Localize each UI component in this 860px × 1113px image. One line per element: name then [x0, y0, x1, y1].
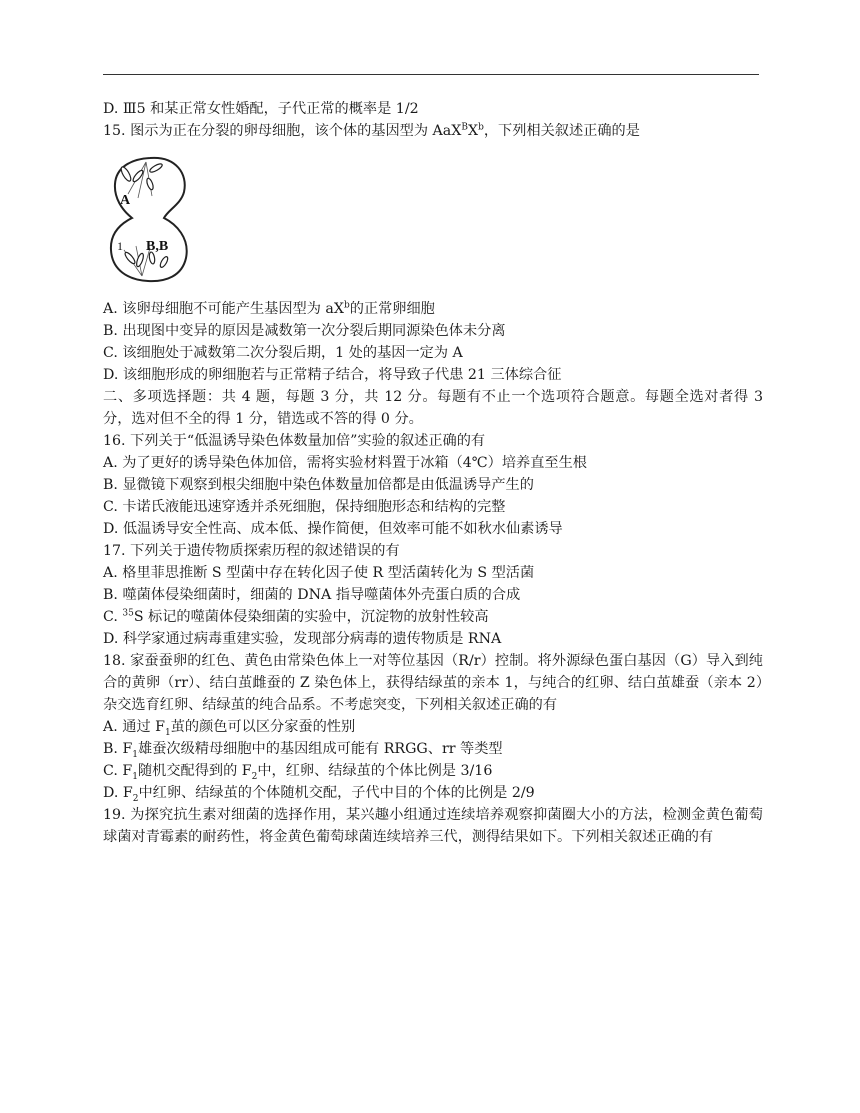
- q16-option-d: D. 低温诱导安全性高、成本低、操作简便，但效率可能不如秋水仙素诱导: [103, 521, 563, 537]
- q18-option-d: D. $F_2$中红卵、结绿茧的个体随机交配，子代中目的个体的比例是 2/9: [103, 785, 535, 804]
- section2-heading: 二、多项选择题：共 4 题，每题 3 分，共 12 分。每题有不止一个选项符合题意。每题全选对者得 3 分，选对但不全的得 1 分，错选或不答的得 0 分。: [103, 389, 763, 427]
- q17-option-a: A. 格里菲思推断 S 型菌中存在转化因子使 R 型活菌转化为 S 型活菌: [103, 565, 535, 581]
- q16-option-a: A. 为了更好的诱导染色体加倍，需将实验材料置于冰箱（4℃）培养直至生根: [103, 455, 587, 471]
- header-rule: [103, 74, 759, 75]
- upper-chromosomes: [119, 162, 163, 190]
- q18-option-c: C. $F_1$随机交配得到的 $F_2$中，红卵、结绿茧的个体比例是 3/16: [103, 763, 493, 782]
- q17-option-d: D. 科学家通过病毒重建实验，发现部分病毒的遗传物质是 RNA: [103, 631, 502, 647]
- gene-label-bb: B,B: [146, 239, 169, 254]
- q19-stem: 19. 为探究抗生素对细菌的选择作用，某兴趣小组通过连续培养观察抑菌圈大小的方法，检测金黄色葡萄球菌对青霉素的耐药性，将金黄色葡萄球菌连续培养三代，测得结果如下。下列相关叙述正确的有: [103, 807, 763, 845]
- q18-option-b: B. $F_1$雄蚕次级精母细胞中的基因组成可能有 RRGG、rr 等类型: [103, 741, 503, 760]
- q16-option-c: C. 卡诺氏液能迅速穿透并杀死细胞，保持细胞形态和结构的完整: [103, 499, 506, 515]
- q18-stem: 18. 家蚕蚕卵的红色、黄色由常染色体上一对等位基因（R/r）控制。将外源绿色蛋白基因（G）导入到纯合的黄卵（rr）、结白茧雌蚕的 Z 染色体上，获得结绿茧的亲本 1，与纯合的红卵、结白茧雄蚕（亲本 2）杂交选育红卵、结绿茧的纯合品系。不考虑突变，下列相关叙述正确的有: [103, 653, 763, 713]
- q16-option-b: B. 显微镜下观察到根尖细胞中染色体数量加倍都是由低温诱导产生的: [103, 477, 534, 493]
- q15-option-a: A. 该卵母细胞不可能产生基因型为 $aX^b$的正常卵细胞: [103, 300, 435, 317]
- q17-option-c: C. $^{35}$S 标记的噬菌体侵染细菌的实验中，沉淀物的放射性较高: [103, 608, 489, 625]
- q15-option-c: C. 该细胞处于减数第二次分裂后期，1 处的基因一定为 A: [103, 345, 463, 361]
- q14-option-d: D. Ⅲ5 和某正常女性婚配，子代正常的概率是 1/2: [103, 101, 419, 117]
- exam-page-content: [103, 98, 763, 848]
- q15-stem: 15. 图示为正在分裂的卵母细胞，该个体的基因型为 $AaX^BX^b$，下列相关叙述正确的是: [103, 122, 640, 139]
- q16-stem: 16. 下列关于“低温诱导染色体数量加倍”实验的叙述正确的有: [103, 433, 486, 449]
- locus-label-1: 1: [117, 239, 123, 253]
- gene-label-a: A: [120, 193, 131, 208]
- oocyte-division-illustration: [106, 154, 196, 284]
- q15-option-b: B. 出现图中变异的原因是减数第一次分裂后期同源染色体未分离: [103, 323, 506, 339]
- q18-option-a: A. 通过 $F_1$茧的颜色可以区分家蚕的性别: [103, 719, 356, 738]
- q15-figure: [103, 142, 763, 298]
- q15-option-d: D. 该细胞形成的卵细胞若与正常精子结合，将导致子代患 21 三体综合征: [103, 367, 562, 383]
- q17-stem: 17. 下列关于遗传物质探索历程的叙述错误的有: [103, 543, 400, 559]
- q17-option-b: B. 噬菌体侵染细菌时，细菌的 DNA 指导噬菌体外壳蛋白质的合成: [103, 587, 521, 603]
